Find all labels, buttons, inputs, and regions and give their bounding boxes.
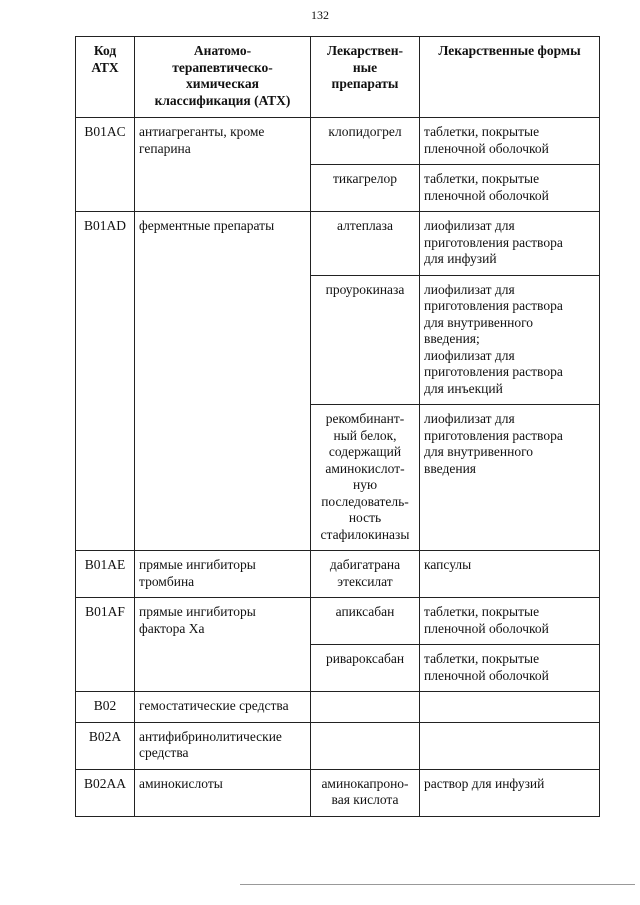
drug-name-cell — [311, 722, 420, 769]
drug-name-cell: клопидогрел — [311, 118, 420, 165]
table-row — [76, 212, 600, 276]
atx-code-cell: B02 — [76, 692, 135, 723]
table-row — [76, 598, 600, 645]
atx-drug-table — [75, 36, 600, 817]
atx-code-cell: B02AA — [76, 769, 135, 816]
table-row — [76, 722, 600, 769]
atx-classification-cell: антиагреганты, кроме гепарина — [135, 118, 311, 212]
drug-name-cell: дабигатрана этексилат — [311, 551, 420, 598]
table-row — [76, 692, 600, 723]
atx-classification-cell: прямые ингибиторы тромбина — [135, 551, 311, 598]
header-drugs: Лекарствен- ные препараты — [311, 37, 420, 118]
atx-code-cell: B01AC — [76, 118, 135, 212]
dosage-form-cell: таблетки, покрытые пленочной оболочкой — [420, 645, 600, 692]
header-atx-code: Код АТХ — [76, 37, 135, 118]
drug-name-cell: рекомбинант- ный белок, содержащий аминокислот- ную последователь- ность стафилокиназы — [311, 405, 420, 551]
atx-classification-cell: гемостатические средства — [135, 692, 311, 723]
atx-classification-cell: аминокислоты — [135, 769, 311, 816]
table-row — [76, 118, 600, 165]
atx-classification-cell: антифибринолитические средства — [135, 722, 311, 769]
table-header-row — [76, 37, 600, 118]
dosage-form-cell — [420, 692, 600, 723]
drug-name-cell: тикагрелор — [311, 165, 420, 212]
atx-code-cell: B01AF — [76, 598, 135, 692]
bottom-scan-rule — [240, 884, 635, 885]
drug-name-cell: аминокапроно- вая кислота — [311, 769, 420, 816]
dosage-form-cell: таблетки, покрытые пленочной оболочкой — [420, 165, 600, 212]
page-number: 132 — [311, 8, 329, 22]
atx-classification-cell: прямые ингибиторы фактора Xa — [135, 598, 311, 692]
drug-name-cell: алтеплаза — [311, 212, 420, 276]
drug-name-cell: ривароксабан — [311, 645, 420, 692]
dosage-form-cell: капсулы — [420, 551, 600, 598]
drug-name-cell: апиксабан — [311, 598, 420, 645]
drug-name-cell — [311, 692, 420, 723]
dosage-form-cell — [420, 722, 600, 769]
dosage-form-cell: лиофилизат для приготовления раствора для инфузий — [420, 212, 600, 276]
header-atx-classification: Анатомо- терапевтическо- химическая классификация (АТХ) — [135, 37, 311, 118]
atx-classification-cell: ферментные препараты — [135, 212, 311, 551]
drug-name-cell: проурокиназа — [311, 275, 420, 405]
header-dosage-forms: Лекарственные формы — [420, 37, 600, 118]
atx-code-cell: B01AE — [76, 551, 135, 598]
table-row — [76, 769, 600, 816]
dosage-form-cell: раствор для инфузий — [420, 769, 600, 816]
atx-code-cell: B01AD — [76, 212, 135, 551]
dosage-form-cell: таблетки, покрытые пленочной оболочкой — [420, 118, 600, 165]
dosage-form-cell: таблетки, покрытые пленочной оболочкой — [420, 598, 600, 645]
atx-code-cell: B02A — [76, 722, 135, 769]
dosage-form-cell: лиофилизат для приготовления раствора для внутривенного введения — [420, 405, 600, 551]
dosage-form-cell: лиофилизат для приготовления раствора для внутривенного введения; лиофилизат для приготовления раствора для инъекций — [420, 275, 600, 405]
table-row — [76, 551, 600, 598]
